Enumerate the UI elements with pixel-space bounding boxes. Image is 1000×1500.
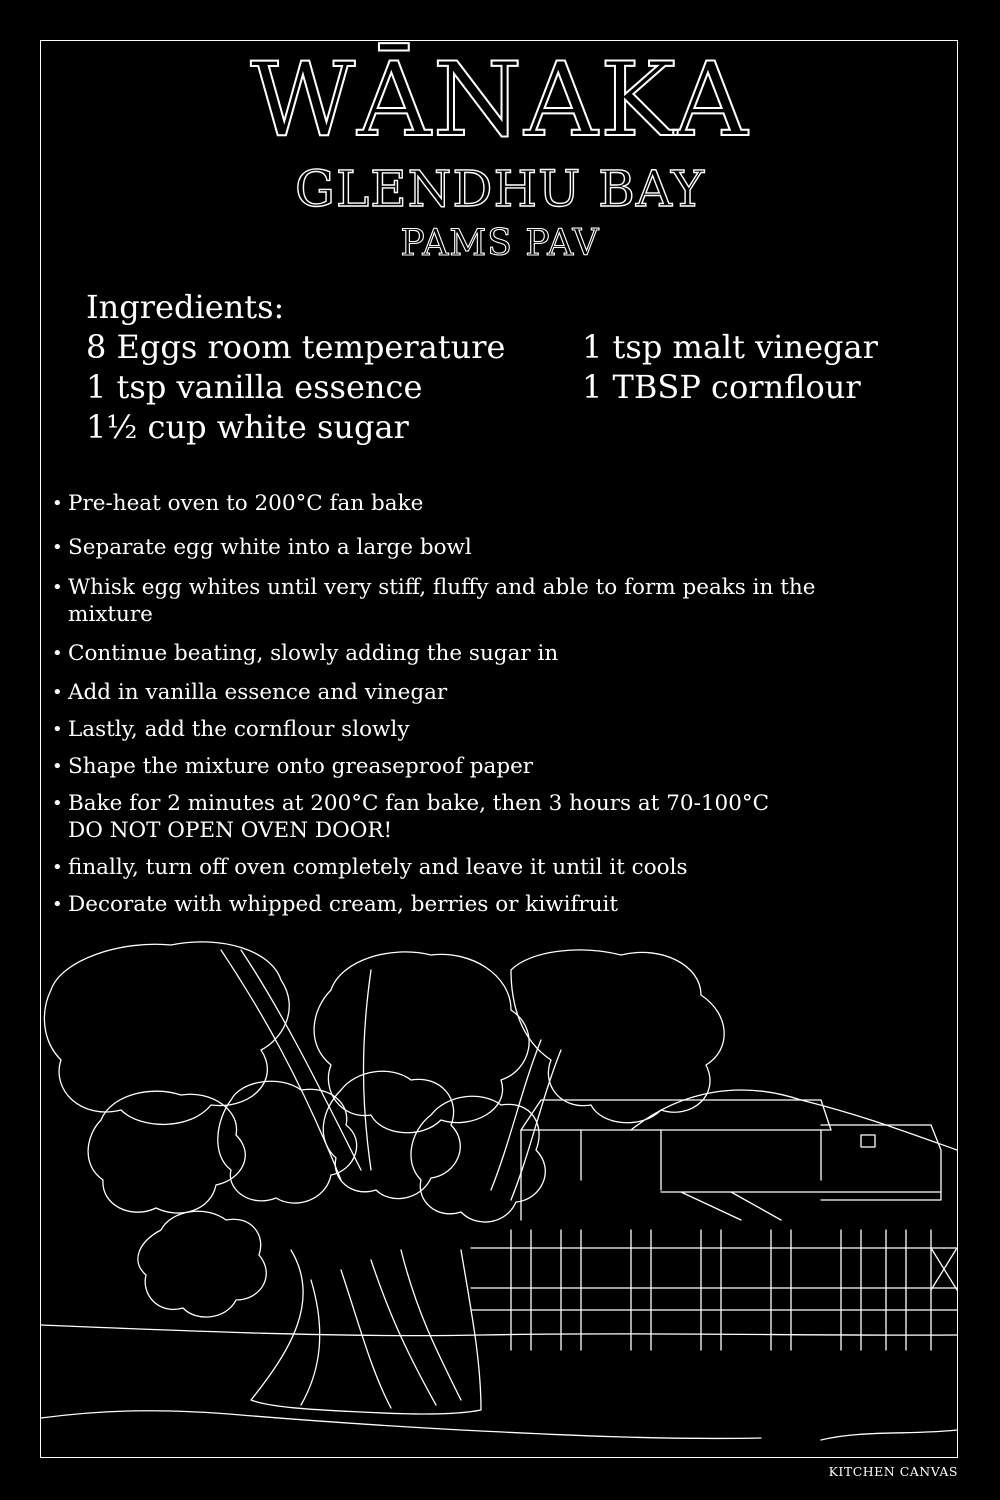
tree-foliage (314, 952, 529, 1133)
method-step: • Whisk egg whites until very stiff, fluffy and able to form peaks in the mixture (52, 574, 952, 628)
building-window (861, 1135, 875, 1147)
tree-trunk-grain (401, 1250, 461, 1400)
building-outline (661, 1192, 941, 1220)
hill-line (631, 1090, 957, 1150)
tree-trunk-grain (371, 1260, 436, 1405)
ground-line (41, 1325, 957, 1336)
tree-branch (364, 970, 372, 1170)
ingredient-item: 1 TBSP cornflour (582, 368, 861, 406)
ingredients-left-column (86, 327, 505, 447)
tree-trunk-grain (341, 1270, 391, 1408)
tree-trunk-grain (301, 1280, 320, 1405)
tree-branch (221, 950, 341, 1180)
tree-landscape-illustration (41, 930, 957, 1457)
tree-trunk (251, 1250, 481, 1414)
tree-branch (241, 950, 361, 1170)
method-step: • Shape the mixture onto greaseproof paper (52, 753, 952, 780)
ingredients-right-column (582, 327, 878, 407)
tree-branch (511, 1050, 561, 1200)
method-step: • Lastly, add the cornflour slowly (52, 716, 952, 743)
ingredient-item: 1 tsp vanilla essence (86, 368, 423, 406)
poster-title (0, 41, 1000, 160)
ingredient-item: 1 tsp malt vinegar (582, 328, 878, 366)
ground-line (41, 1411, 761, 1439)
tree-foliage (138, 1211, 266, 1317)
method-step: • Pre-heat oven to 200°C fan bake (52, 490, 952, 517)
building-outline (521, 1130, 821, 1220)
ingredients-heading: Ingredients: (86, 288, 285, 326)
poster-title-text: WĀNAKA (250, 41, 750, 160)
tree-foliage (218, 1081, 357, 1203)
brand-credit: KITCHEN CANVAS (828, 1464, 958, 1479)
location-subtitle: GLENDHU BAY (295, 160, 705, 218)
method-step: • finally, turn off oven completely and leave it until it cools (52, 854, 952, 881)
ingredient-item: 1½ cup white sugar (86, 408, 409, 446)
building-outline (521, 1100, 831, 1130)
building-outline (821, 1125, 941, 1200)
tree-branch (491, 1040, 541, 1190)
hill-line (821, 1430, 957, 1440)
method-step: • Continue beating, slowly adding the sugar in (52, 640, 952, 667)
method-step: • Bake for 2 minutes at 200°C fan bake, then 3 hours at 70-100°C DO NOT OPEN OVEN DOOR! (52, 790, 952, 844)
ingredient-item: 8 Eggs room temperature (86, 328, 506, 366)
method-step: • Decorate with whipped cream, berries or kiwifruit (52, 891, 952, 918)
tree-foliage (88, 1091, 245, 1213)
method-step: • Separate egg white into a large bowl (52, 534, 952, 561)
recipe-name: PAMS PAV (400, 223, 600, 264)
ingredients-columns (86, 327, 946, 447)
method-steps (52, 490, 952, 918)
ingredients-section (86, 287, 946, 447)
fence-brace (931, 1248, 957, 1290)
tree-foliage (44, 942, 289, 1125)
method-step: • Add in vanilla essence and vinegar (52, 679, 952, 706)
